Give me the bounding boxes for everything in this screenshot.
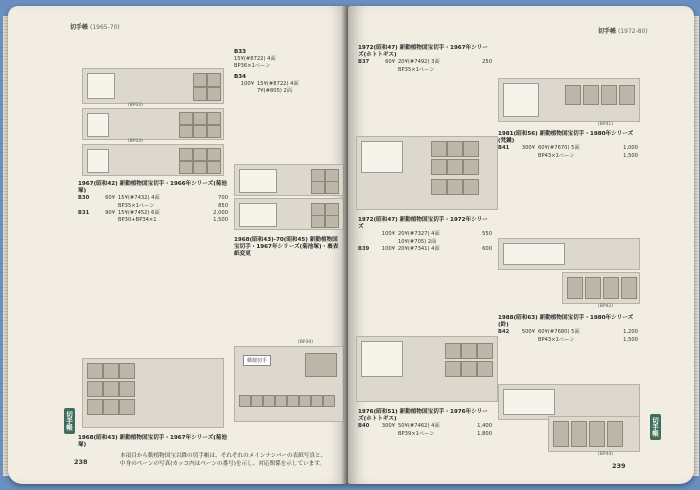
stamp-tag: (BP33) [128, 103, 144, 108]
stamp-pane-image [82, 108, 224, 140]
right-page-header: 切手帳 (1972-80) [598, 28, 648, 35]
stamp-tag: (BP44) [598, 452, 614, 457]
page-number: 239 [612, 462, 626, 470]
stamp-tag: (BP42) [598, 304, 614, 309]
stamp-tag: (BP34) [128, 139, 144, 144]
stamp-pane-image [82, 358, 224, 428]
stamp-pane-image [356, 136, 498, 210]
booklet-cover-image [234, 346, 344, 422]
left-entry-1: 1967(昭和42) 新動植物国宝切手・1966年シリーズ(菊池塚) B30 60¥ 15¥(#7432) 4面 700 BP35×1ペーン 850 B31 90¥ 15¥(#7452) 6面 2,000 BP30+BP34×1 1,500 [78, 181, 228, 224]
right-entry-3: 1976(昭和51) 新動植物国宝切手・1976年シリーズ(ホトトギス) B40 300¥ 50¥(#7462) 4面 1,400 BP39×1ペーン 1,800 [358, 409, 492, 437]
section-tab: 切手帳 [650, 414, 661, 440]
left-mid-entries: B33 15¥(#8722) 4面 BP36×1ペーン B34 100¥ 15¥(#8722) 4面 7¥(#805) 2面 [234, 49, 299, 95]
stamp-pane-image [498, 238, 640, 270]
booklet-cover-title: 郵便切手 [243, 355, 271, 366]
left-page [8, 6, 348, 484]
stamp-pane-image [562, 272, 640, 304]
stamp-tag: (BP39) [298, 340, 314, 345]
stamp-pane-image [356, 336, 498, 402]
footnote: 本項目から動植物国宝以降の切手帳は、それぞれのメインナンバーの表紙写真と、 中身のペーンの写真(カッコ内はペーンの番号)を示し、対応関係を示しています。 [120, 453, 327, 467]
page-number: 238 [74, 458, 88, 466]
left-page-header: 切手帳 (1965-70) [70, 24, 120, 31]
right-entry-1: 1972(昭和47) 新動植物国宝切手・1967年シリーズ(ホトトギス) B37 60¥ 20¥(#7492) 3面 250 BP35×1ペーン [358, 45, 492, 73]
stamp-tag: (BP41) [598, 122, 614, 127]
stamp-pane-image [234, 164, 344, 196]
stamp-pane-image [498, 384, 640, 420]
right-page [348, 6, 694, 484]
booklet-cover-image [82, 68, 224, 104]
booklet-cover-image [498, 78, 640, 122]
left-entry-2: 1968(昭和43) 新動植物国宝切手・1967年シリーズ(菊池塚) [78, 435, 227, 449]
section-tab: 切手帳 [64, 408, 75, 434]
stamp-pane-image [234, 198, 344, 230]
stamp-pane-image [82, 144, 224, 176]
open-catalog-book [8, 6, 694, 484]
right-side-entry-2: 1988(昭和63) 新動植物国宝切手・1980年シリーズ(鈴) B42 500¥ 60¥(#7680) 5面 1,200 BP43×1ペーン 1,500 [498, 315, 638, 343]
right-side-entry-1: 1981(昭和56) 新動植物国宝切手・1980年シリーズ(梵鐘) B41 300¥ 60¥(#7670) 5面 1,000 BP43×1ペーン 1,500 [498, 131, 638, 159]
stamp-pane-image [548, 416, 640, 452]
right-entry-2: 1972(昭和47) 新動植物国宝切手・1972年シリーズ 100¥ 20¥(#7327) 4面 550 10¥(#705) 2面 B39 100¥ 20¥(#7341) 4面 600 [358, 217, 492, 252]
left-mid-entry-3: 1968(昭和43)-70(昭和45) 新動植物国宝切手・1967年シリーズ(菊池塚)・裏表紙変更 [234, 237, 339, 258]
